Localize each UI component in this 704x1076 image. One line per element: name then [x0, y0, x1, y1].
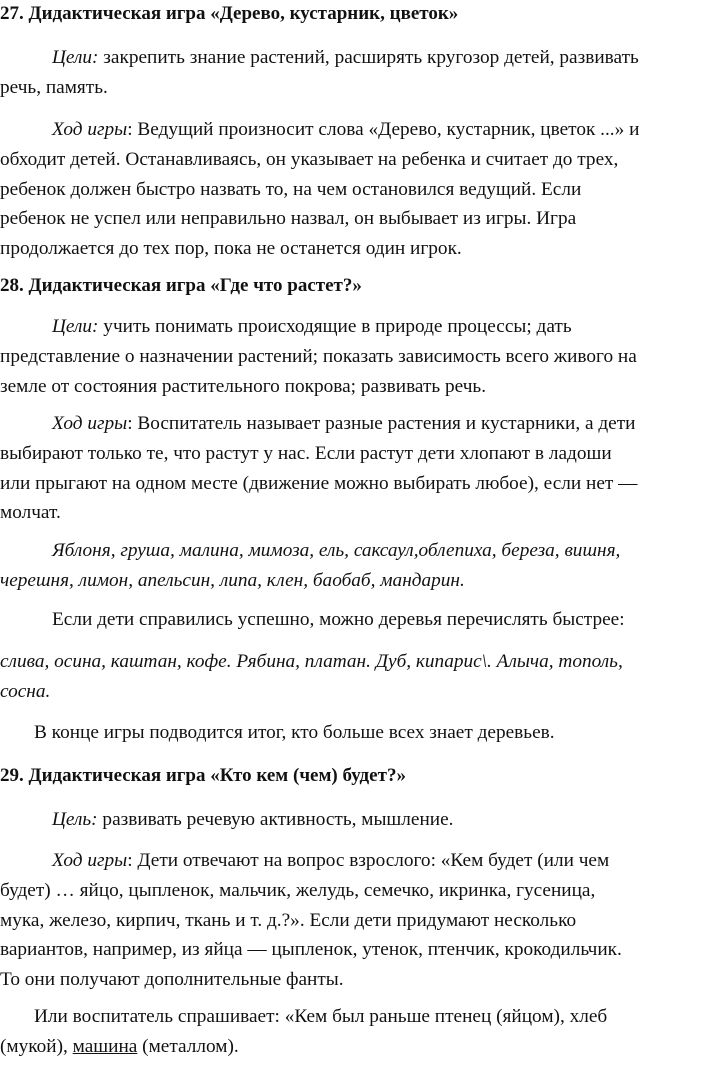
- goal-text: речь, память.: [0, 76, 108, 98]
- section-28-course: [0, 409, 700, 528]
- faster-text: Если дети справились успешно, можно деревья перечислять быстрее:: [52, 609, 625, 630]
- course-text: ребенок должен быстро назвать то, на чем остановился ведущий. Если: [0, 178, 582, 200]
- section-28-ending: [0, 718, 700, 748]
- course-text: вариантов, например, из яйца — цыпленок, утенок, птенчик, крокодильчик.: [0, 939, 622, 961]
- goal-text: учить понимать происходящие в природе процессы; дать: [98, 316, 572, 337]
- faster-instruction: [0, 605, 700, 635]
- course-label: Ход игры: [52, 119, 128, 140]
- course-text: : Воспитатель называет разные растения и кустарники, а дети: [127, 413, 636, 434]
- tree-list-line: черешня, лимон, апельсин, липа, клен, баобаб, мандарин.: [0, 569, 465, 591]
- section-29-heading: 29. Дидактическая игра «Кто кем (чем) будет?»: [0, 765, 406, 786]
- section-29-course: [0, 846, 700, 995]
- course-text: обходит детей. Останавливаясь, он указывает на ребенка и считает до трех,: [0, 148, 619, 170]
- course-text: : Дети отвечают на вопрос взрослого: «Кем будет (или чем: [127, 850, 610, 871]
- course-text: ребенок не успел или неправильно назвал, он выбывает из игры. Игра: [0, 208, 577, 230]
- goal-label: Цели:: [52, 47, 99, 68]
- course-text: : Ведущий произносит слова «Дерево, кустарник, цветок ...» и: [127, 119, 640, 140]
- goal-label: Цели:: [52, 316, 99, 337]
- tree-list-line: Яблоня, груша, малина, мимоза, ель, саксаул,облепиха, береза, вишня,: [52, 540, 621, 561]
- tree-list-2: [0, 647, 700, 707]
- tree-list-line: слива, осина, каштан, кофе. Рябина, платан. Дуб, кипарис\. Алыча, тополь,: [0, 651, 623, 672]
- tree-list-1: [0, 536, 700, 596]
- course-text: молчат.: [0, 502, 61, 524]
- alt-text: Или воспитатель спрашивает: «Кем был раньше птенец (яйцом), хлеб: [34, 1006, 608, 1027]
- goal-text: закрепить знание растений, расширять кругозор детей, развивать: [98, 47, 639, 68]
- tree-list-line: сосна.: [0, 680, 51, 702]
- goal-label: Цель:: [52, 809, 98, 830]
- goal-text: развивать речевую активность, мышление.: [97, 809, 454, 830]
- section-28-heading: 28. Дидактическая игра «Где что растет?»: [0, 275, 362, 296]
- course-text: будет) … яйцо, цыпленок, мальчик, желудь, семечко, икринка, гусеница,: [0, 879, 596, 901]
- goal-text: земле от состояния растительного покрова; развивать речь.: [0, 375, 487, 397]
- underlined-word: машина: [72, 1035, 138, 1057]
- ending-text: В конце игры подводится итог, кто больше всех знает деревьев.: [34, 722, 555, 743]
- course-label: Ход игры: [52, 413, 128, 434]
- section-27-heading: 27. Дидактическая игра «Дерево, кустарник, цветок»: [0, 3, 459, 24]
- course-text: выбирают только те, что растут у нас. Если растут дети хлопают в ладоши: [0, 442, 612, 464]
- course-text: или прыгают на одном месте (движение можно выбирать любое), если нет —: [0, 472, 638, 494]
- section-27-course: [0, 115, 700, 264]
- course-text: продолжается до тех пор, пока не останется один игрок.: [0, 238, 462, 260]
- section-27-goal: [0, 43, 700, 103]
- course-text: мука, железо, кирпич, ткань и т. д.?». Если дети придумают несколько: [0, 909, 577, 931]
- alt-text: (металлом).: [137, 1035, 239, 1057]
- section-29-alternative: [0, 1002, 700, 1062]
- section-29-goal: [0, 805, 700, 835]
- course-text: То они получают дополнительные фанты.: [0, 969, 344, 991]
- goal-text: представление о назначении растений; показать зависимость всего живого на: [0, 345, 637, 367]
- course-label: Ход игры: [52, 850, 128, 871]
- section-28-goal: [0, 312, 700, 401]
- alt-text: (мукой),: [0, 1035, 73, 1057]
